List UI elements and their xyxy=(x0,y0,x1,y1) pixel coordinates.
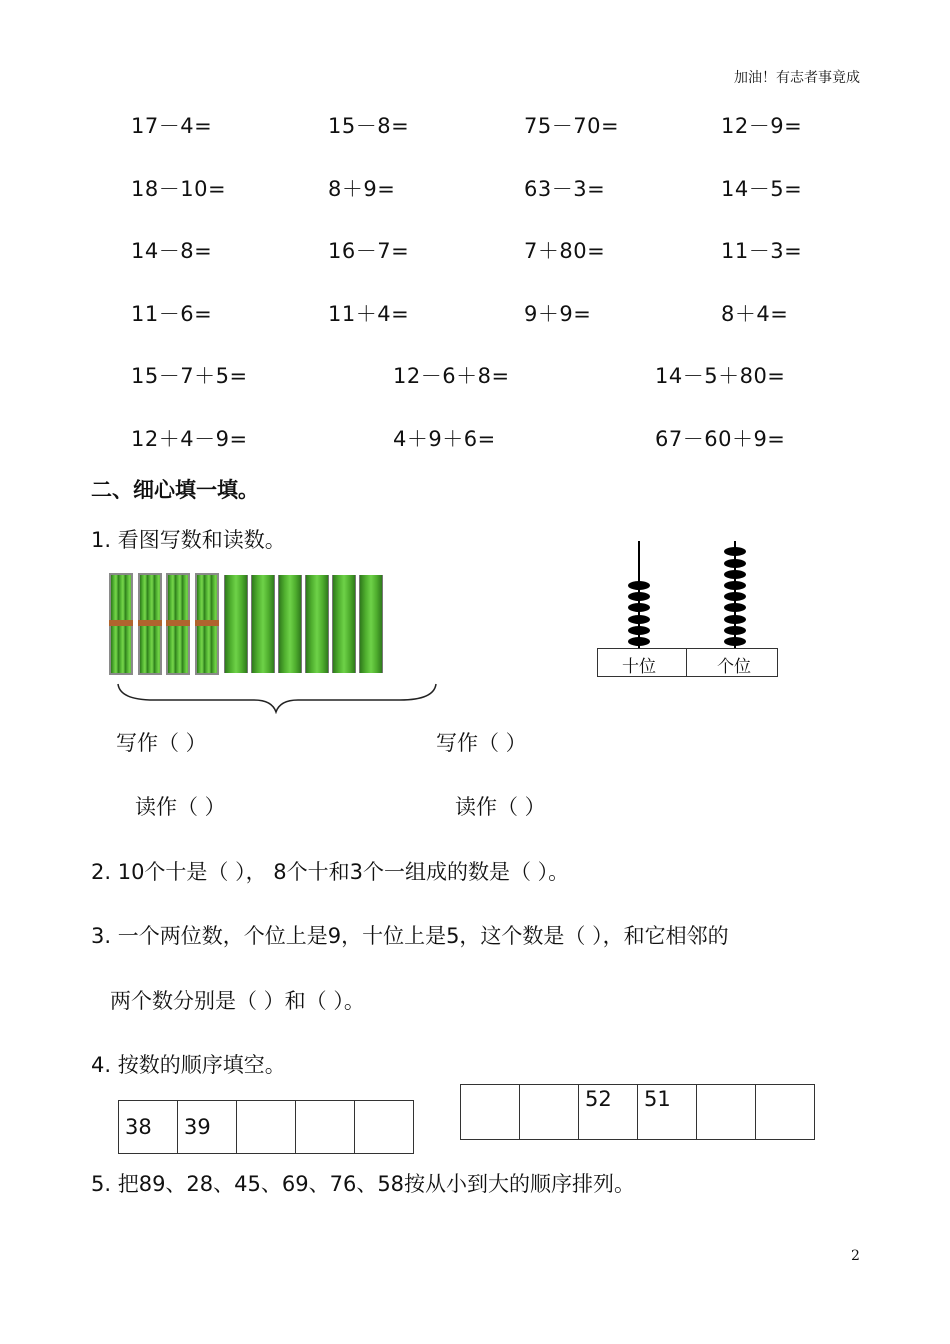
abacus-bead xyxy=(628,637,650,646)
equation: 12＋4－9= xyxy=(131,427,248,451)
sequence-cell: 38 xyxy=(119,1101,178,1154)
stick-bundle xyxy=(195,573,219,675)
equation: 12－9= xyxy=(721,114,803,138)
sequence-cell[interactable] xyxy=(296,1101,355,1154)
abacus-bead xyxy=(628,603,650,612)
sequence-cell: 51 xyxy=(638,1085,697,1140)
equation: 11－6= xyxy=(131,302,213,326)
equation: 67－60＋9= xyxy=(655,427,786,451)
equation: 4＋9＋6= xyxy=(393,427,496,451)
sequence-cell[interactable] xyxy=(355,1101,414,1154)
brace xyxy=(114,680,440,714)
equation: 63－3= xyxy=(524,177,606,201)
page-number: 2 xyxy=(851,1248,860,1264)
header-motto: 加油！有志者事竟成 xyxy=(734,70,860,86)
equation: 11＋4= xyxy=(328,302,410,326)
question-1-text: 1. 看图写数和读数。 xyxy=(91,528,286,552)
equation: 16－7= xyxy=(328,239,410,263)
sequence-grid-left xyxy=(118,1100,414,1154)
abacus-bead xyxy=(724,637,746,646)
stick-bundle xyxy=(166,573,190,675)
equation: 14－8= xyxy=(131,239,213,263)
sequence-cell[interactable] xyxy=(237,1101,296,1154)
equation: 8＋9= xyxy=(328,177,396,201)
sequence-cell[interactable] xyxy=(461,1085,520,1140)
equation: 17－4= xyxy=(131,114,213,138)
abacus-bead xyxy=(724,559,746,568)
equation: 12－6＋8= xyxy=(393,364,510,388)
equation: 8＋4= xyxy=(721,302,789,326)
abacus-bead xyxy=(724,581,746,590)
equation: 15－7＋5= xyxy=(131,364,248,388)
sequence-cell[interactable] xyxy=(520,1085,579,1140)
read-answer-right: 读作（ ） xyxy=(455,795,546,819)
abacus-bead xyxy=(724,615,746,624)
abacus-bead xyxy=(724,547,746,556)
abacus-bead xyxy=(724,570,746,579)
equation: 14－5＋80= xyxy=(655,364,786,388)
question-2-text: 2. 10个十是（ ）， 8个十和3个一组成的数是（ ）。 xyxy=(91,860,570,884)
sequence-cell: 52 xyxy=(579,1085,638,1140)
equation: 15－8= xyxy=(328,114,410,138)
single-stick xyxy=(332,575,356,673)
ones-label: 个位 xyxy=(717,657,751,677)
question-3-line1: 3. 一个两位数，个位上是9，十位上是5，这个数是（ ），和它相邻的 xyxy=(91,924,729,948)
abacus-bead xyxy=(628,615,650,624)
abacus-ones-cell xyxy=(686,648,778,677)
single-stick xyxy=(305,575,329,673)
sequence-cell[interactable] xyxy=(756,1085,815,1140)
sequence-cell[interactable] xyxy=(697,1085,756,1140)
abacus-tens-cell xyxy=(597,648,687,677)
abacus-bead xyxy=(724,592,746,601)
question-5-text: 5. 把89、28、45、69、76、58按从小到大的顺序排列。 xyxy=(91,1172,636,1196)
abacus-bead xyxy=(724,603,746,612)
question-3-line2: 两个数分别是（ ）和（ ）。 xyxy=(110,989,365,1013)
single-stick xyxy=(278,575,302,673)
tens-label: 十位 xyxy=(622,657,656,677)
sequence-grid-right xyxy=(460,1084,815,1140)
equation: 11－3= xyxy=(721,239,803,263)
read-answer-left: 读作（ ） xyxy=(135,795,226,819)
write-answer-right: 写作（ ） xyxy=(436,731,527,755)
equation: 18－10= xyxy=(131,177,227,201)
abacus-bead xyxy=(628,592,650,601)
single-stick xyxy=(359,575,383,673)
section-title: 二、细心填一填。 xyxy=(91,478,259,502)
write-answer-left: 写作（ ） xyxy=(116,731,207,755)
equation: 75－70= xyxy=(524,114,620,138)
equation: 7＋80= xyxy=(524,239,606,263)
sequence-cell: 39 xyxy=(178,1101,237,1154)
stick-bundle xyxy=(138,573,162,675)
abacus-bead xyxy=(724,626,746,635)
question-4-text: 4. 按数的顺序填空。 xyxy=(91,1053,286,1077)
single-stick xyxy=(251,575,275,673)
abacus-bead xyxy=(628,626,650,635)
equation: 14－5= xyxy=(721,177,803,201)
abacus-bead xyxy=(628,581,650,590)
stick-bundle xyxy=(109,573,133,675)
single-stick xyxy=(224,575,248,673)
equation: 9＋9= xyxy=(524,302,592,326)
